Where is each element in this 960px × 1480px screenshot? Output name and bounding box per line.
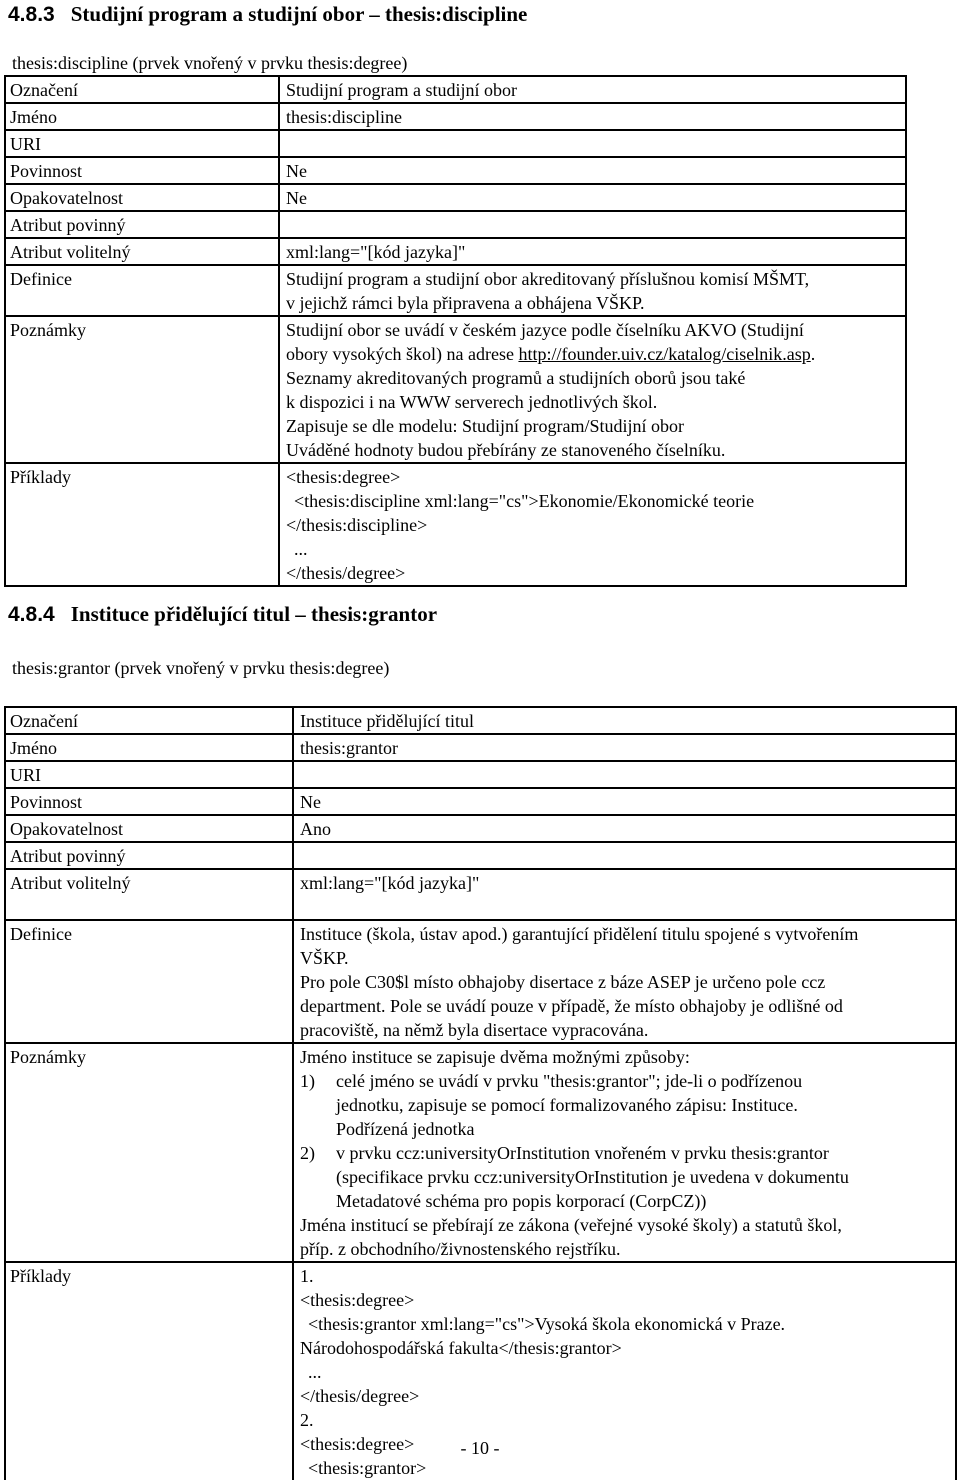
text-fragment: .	[810, 344, 816, 364]
row-key: Opakovatelnost	[5, 184, 279, 211]
row-value: xml:lang="[kód jazyka]"	[279, 238, 906, 265]
row-key: Atribut volitelný	[5, 238, 279, 265]
row-key: URI	[5, 130, 279, 157]
table-row	[5, 1043, 956, 1262]
row-value: Ne	[279, 184, 906, 211]
row-key: Příklady	[5, 463, 279, 586]
code-line: Národohospodářská fakulta</thesis:grantor>	[300, 1338, 622, 1358]
text-line: jednotku, zapisuje se pomocí formalizovaného zápisu: Instituce.	[336, 1095, 798, 1115]
element-table-grantor	[4, 706, 957, 1480]
code-line: 2.	[300, 1410, 314, 1430]
row-key: Povinnost	[5, 157, 279, 184]
row-value: Studijní program a studijní obor	[279, 76, 906, 103]
row-key: Atribut povinný	[5, 211, 279, 238]
text-line: Studijní obor se uvádí v českém jazyce podle číselníku AKVO (Studijní	[286, 320, 804, 340]
section-heading-4-8-4	[8, 601, 437, 628]
row-key: URI	[5, 761, 293, 788]
list-item	[300, 1141, 949, 1165]
text-line: Seznamy akreditovaných programů a studijních oborů jsou také	[286, 368, 746, 388]
row-value: Ano	[293, 815, 956, 842]
table-row	[5, 238, 906, 265]
code-line: <thesis:degree>	[286, 467, 401, 487]
table-row	[5, 184, 906, 211]
row-value	[279, 130, 906, 157]
text-line: Jména institucí se přebírají ze zákona (veřejné vysoké školy) a statutů škol,	[300, 1215, 842, 1235]
table-caption: thesis:grantor (prvek vnořený v prvku thesis:degree)	[12, 658, 390, 678]
text-line: pracoviště, na němž byla disertace vypracována.	[300, 1020, 649, 1040]
list-number: 2)	[300, 1143, 315, 1163]
code-line: ...	[294, 539, 308, 559]
table-row	[5, 869, 956, 920]
row-key: Atribut povinný	[5, 842, 293, 869]
text-line: Pro pole C30$l místo obhajoby disertace z báze ASEP je určeno pole ccz	[300, 972, 826, 992]
row-value: thesis:discipline	[279, 103, 906, 130]
table-row	[5, 734, 956, 761]
table-row	[5, 265, 906, 316]
table-row	[5, 463, 906, 586]
row-key: Opakovatelnost	[5, 815, 293, 842]
text-line: Jméno instituce se zapisuje dvěma možnými způsoby:	[300, 1047, 690, 1067]
element-table-discipline	[4, 75, 907, 587]
row-value	[293, 1043, 956, 1262]
text-line: Podřízená jednotka	[336, 1119, 475, 1139]
catalog-link[interactable]: http://founder.uiv.cz/katalog/ciselnik.asp	[518, 344, 811, 364]
row-key: Definice	[5, 920, 293, 1043]
text-fragment: obory vysokých škol) na adrese	[286, 344, 519, 364]
row-value: thesis:grantor	[293, 734, 956, 761]
text-line: Metadatové schéma pro popis korporací (CorpCZ))	[336, 1191, 707, 1211]
text-line: v jejichž rámci byla připravena a obhájena VŠKP.	[286, 293, 645, 313]
code-line: <thesis:discipline xml:lang="cs">Ekonomie/Ekonomické teorie	[294, 491, 755, 511]
section-heading-4-8-3	[8, 1, 527, 28]
table-row	[5, 815, 956, 842]
section-title: Instituce přidělující titul – thesis:grantor	[70, 602, 438, 626]
row-key: Poznámky	[5, 1043, 293, 1262]
table-row	[5, 130, 906, 157]
table-row	[5, 157, 906, 184]
table-row	[5, 76, 906, 103]
row-value	[293, 761, 956, 788]
text-line: Instituce (škola, ústav apod.) garantující přidělení titulu spojené s vytvořením	[300, 924, 859, 944]
list-item	[300, 1069, 949, 1093]
row-value	[293, 842, 956, 869]
section-number: 4.8.4	[8, 603, 55, 626]
code-line: </thesis/degree>	[300, 1386, 420, 1406]
code-line: <thesis:grantor xml:lang="cs">Vysoká škola ekonomická v Praze.	[308, 1314, 786, 1334]
row-value	[293, 920, 956, 1043]
text-line: Zapisuje se dle modelu: Studijní program/Studijní obor	[286, 416, 684, 436]
list-number: 1)	[300, 1071, 315, 1091]
table-row	[5, 211, 906, 238]
code-line: <thesis:grantor>	[308, 1458, 427, 1478]
text-line: department. Pole se uvádí pouze v případě, že místo obhajoby je odlišné od	[300, 996, 843, 1016]
code-line: 1.	[300, 1266, 314, 1286]
code-line: <thesis:degree>	[300, 1290, 415, 1310]
row-key: Příklady	[5, 1262, 293, 1480]
row-value: Ne	[279, 157, 906, 184]
text-line: příp. z obchodního/živnostenského rejstříku.	[300, 1239, 621, 1259]
table-row	[5, 707, 956, 734]
code-line: </thesis/degree>	[286, 563, 406, 583]
row-key: Jméno	[5, 103, 279, 130]
row-value: xml:lang="[kód jazyka]"	[293, 869, 956, 920]
code-line: ...	[308, 1362, 322, 1382]
text-line: Studijní program a studijní obor akreditovaný příslušnou komisí MŠMT,	[286, 269, 810, 289]
table-row	[5, 920, 956, 1043]
text-line: (specifikace prvku ccz:universityOrInstitution je uvedena v dokumentu	[336, 1167, 849, 1187]
text-line: Uváděné hodnoty budou přebírány ze stanoveného číselníku.	[286, 440, 726, 460]
row-key: Definice	[5, 265, 279, 316]
table-row	[5, 761, 956, 788]
row-key: Jméno	[5, 734, 293, 761]
table-row	[5, 842, 956, 869]
text-fragment: celé jméno se uvádí v prvku "thesis:grantor"; jde-li o podřízenou	[336, 1071, 803, 1091]
text-line: VŠKP.	[300, 948, 349, 968]
row-value: Ne	[293, 788, 956, 815]
row-value	[279, 265, 906, 316]
row-key: Označení	[5, 76, 279, 103]
row-key: Povinnost	[5, 788, 293, 815]
row-key: Atribut volitelný	[5, 869, 293, 920]
section-number: 4.8.3	[8, 3, 55, 26]
text-fragment: v prvku ccz:universityOrInstitution vnořeném v prvku thesis:grantor	[336, 1143, 829, 1163]
row-key: Poznámky	[5, 316, 279, 463]
row-value: Instituce přidělující titul	[293, 707, 956, 734]
row-value	[279, 463, 906, 586]
table-caption: thesis:discipline (prvek vnořený v prvku thesis:degree)	[12, 53, 408, 73]
table-row	[5, 103, 906, 130]
table-row	[5, 788, 956, 815]
code-line: <thesis:degree>	[300, 1434, 415, 1454]
row-value	[279, 211, 906, 238]
row-value	[279, 316, 906, 463]
text-line	[286, 342, 899, 366]
row-key: Označení	[5, 707, 293, 734]
text-line: k dispozici i na WWW serverech jednotlivých škol.	[286, 392, 658, 412]
page-number: - 10 -	[460, 1438, 500, 1458]
section-title: Studijní program a studijní obor – thesis:discipline	[70, 2, 528, 26]
table-row	[5, 316, 906, 463]
code-line: </thesis:discipline>	[286, 515, 428, 535]
